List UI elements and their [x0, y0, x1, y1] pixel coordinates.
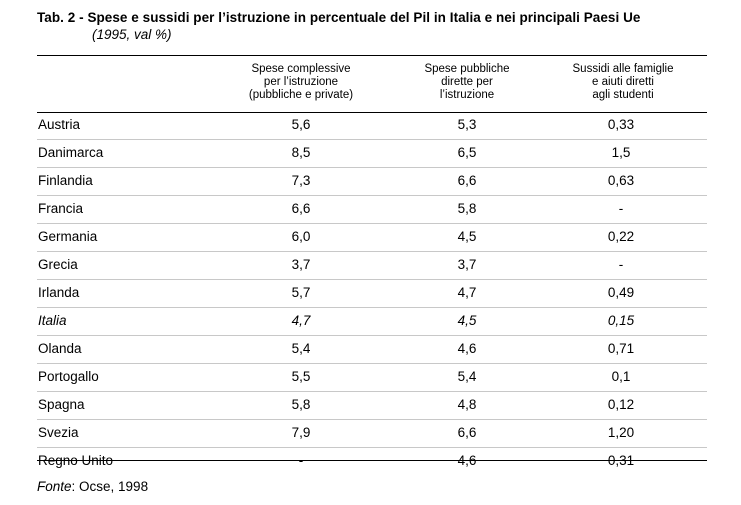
table-row [37, 336, 707, 364]
public-spending-cell: 6,6 [457, 425, 477, 440]
table-row [37, 448, 707, 475]
public-spending-cell: 4,7 [457, 285, 477, 300]
country-cell: Portogallo [38, 369, 99, 384]
public-spending-cell: 4,8 [457, 397, 477, 412]
subsidies-cell: 0,49 [607, 285, 635, 300]
subsidies-cell: 0,1 [611, 369, 631, 384]
subsidies-cell: 0,31 [607, 453, 635, 468]
public-spending-cell: 6,6 [457, 173, 477, 188]
country-cell: Grecia [38, 257, 78, 272]
total-spending-cell: - [298, 453, 304, 468]
country-cell: Austria [38, 117, 81, 132]
table-title: Tab. 2 - Spese e sussidi per l’istruzione in percentuale del Pil in Italia e nei principali Paesi Ue [37, 10, 641, 25]
column-header-line: (pubbliche e private) [248, 89, 354, 101]
total-spending-cell: 5,5 [291, 369, 311, 384]
column-header-line: l’istruzione [439, 89, 495, 101]
table-row [37, 140, 707, 168]
table-row [37, 420, 707, 448]
column-header-line: e aiuti diretti [591, 76, 654, 88]
subsidies-cell: 0,15 [607, 313, 635, 328]
country-cell: Italia [38, 313, 67, 328]
public-spending-cell: 4,5 [457, 229, 477, 244]
table-bottom-rule [37, 460, 707, 461]
total-spending-cell: 4,7 [291, 313, 311, 328]
table-row [37, 280, 707, 308]
subsidies-cell: 0,22 [607, 229, 635, 244]
public-spending-cell: 3,7 [457, 257, 477, 272]
total-spending-cell: 5,6 [291, 117, 311, 132]
subsidies-cell: - [618, 257, 624, 272]
public-spending-cell: 5,4 [457, 369, 477, 384]
public-spending-cell: 6,5 [457, 145, 477, 160]
column-header-line: Spese pubbliche [424, 63, 510, 75]
column-header-total-spending [216, 63, 386, 102]
source-note [37, 479, 148, 495]
public-spending-cell: 4,6 [457, 341, 477, 356]
column-header-line: dirette per [441, 76, 493, 88]
country-cell: Francia [38, 201, 84, 216]
column-header-subsidies [538, 63, 708, 102]
total-spending-cell: 8,5 [291, 145, 311, 160]
table-row [37, 168, 707, 196]
subsidies-cell: - [618, 201, 624, 216]
country-cell: Germania [38, 229, 98, 244]
total-spending-cell: 6,6 [291, 201, 311, 216]
column-header-line: Sussidi alle famiglie [572, 63, 674, 75]
table-top-rule [37, 55, 707, 56]
subsidies-cell: 0,12 [607, 397, 635, 412]
public-spending-cell: 5,8 [457, 201, 477, 216]
public-spending-cell: 5,3 [457, 117, 477, 132]
column-header-public-spending [382, 63, 552, 102]
table-row [37, 392, 707, 420]
country-cell: Irlanda [38, 285, 80, 300]
public-spending-cell: 4,5 [457, 313, 477, 328]
subsidies-cell: 0,71 [607, 341, 635, 356]
source-text: : Ocse, 1998 [71, 479, 149, 494]
country-cell: Danimarca [38, 145, 104, 160]
table-row [37, 196, 707, 224]
subsidies-cell: 1,20 [607, 425, 635, 440]
table-subtitle: (1995, val %) [92, 27, 172, 42]
total-spending-cell: 3,7 [291, 257, 311, 272]
country-cell: Spagna [38, 397, 85, 412]
table-row [37, 308, 707, 336]
table-row [37, 224, 707, 252]
subsidies-cell: 1,5 [611, 145, 631, 160]
country-cell: Regno Unito [38, 453, 114, 468]
total-spending-cell: 7,3 [291, 173, 311, 188]
country-cell: Svezia [38, 425, 79, 440]
public-spending-cell: 4,6 [457, 453, 477, 468]
column-header-line: Spese complessive [251, 63, 351, 75]
subsidies-cell: 0,33 [607, 117, 635, 132]
source-label: Fonte [37, 479, 72, 494]
subsidies-cell: 0,63 [607, 173, 635, 188]
total-spending-cell: 7,9 [291, 425, 311, 440]
country-cell: Olanda [38, 341, 82, 356]
table-body [37, 112, 707, 475]
column-header-line: per l’istruzione [263, 76, 339, 88]
total-spending-cell: 5,8 [291, 397, 311, 412]
total-spending-cell: 5,7 [291, 285, 311, 300]
country-cell: Finlandia [38, 173, 93, 188]
column-header-line: agli studenti [592, 89, 654, 101]
table-row [37, 364, 707, 392]
total-spending-cell: 6,0 [291, 229, 311, 244]
total-spending-cell: 5,4 [291, 341, 311, 356]
table-row [37, 112, 707, 140]
table-row [37, 252, 707, 280]
